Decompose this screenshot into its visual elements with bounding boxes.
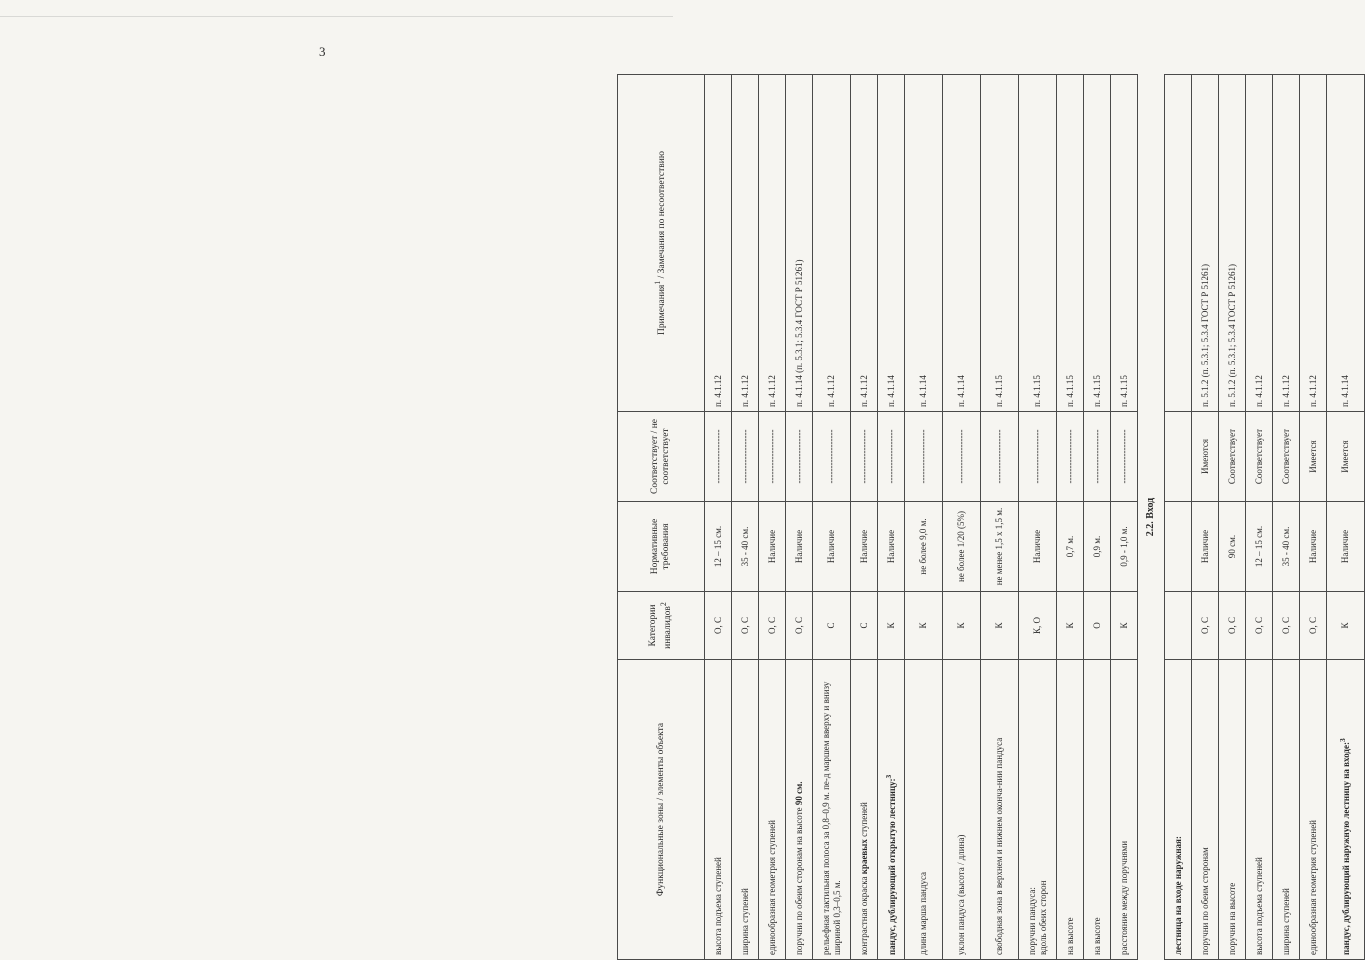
zone-cell: поручни по обеим сторонам: [1192, 660, 1219, 960]
category-cell: О, С: [1300, 592, 1327, 660]
category-cell: О, С: [1219, 592, 1246, 660]
category-cell: К: [878, 592, 905, 660]
category-cell: О, С: [1273, 592, 1300, 660]
category-cell: К: [1057, 592, 1084, 660]
entrance-row: [1219, 75, 1246, 960]
zone-cell: на высоте: [1084, 660, 1111, 960]
requirement-cell: 0,9 - 1,0 м.: [1111, 502, 1138, 592]
top-row: [1084, 75, 1111, 960]
zone-sup: 3: [1338, 738, 1348, 743]
zone-cell: ширина ступеней: [732, 660, 759, 960]
requirement-cell: Наличие: [786, 502, 813, 592]
requirement-cell: 90 см.: [1219, 502, 1246, 592]
header-categories: Категории инвалидов$^2$: [618, 592, 705, 660]
category-cell: О, С: [759, 592, 786, 660]
entrance-row: [1192, 75, 1219, 960]
requirement-cell: Наличие: [1019, 502, 1057, 592]
entrance-row: [1327, 75, 1365, 960]
note-cell: п. 4.1.14 (п. 5.3.1; 5.3.4 ГОСТ Р 51261): [786, 75, 813, 412]
zone-cell: на высоте: [1057, 660, 1084, 960]
empty-cell: [1165, 75, 1192, 412]
compliance-cell: ------------------: [732, 412, 759, 502]
note-cell: п. 4.1.14: [1327, 75, 1365, 412]
requirement-cell: Наличие: [878, 502, 905, 592]
zone-cell: поручни пандуса: вдоль обеих сторон: [1019, 660, 1057, 960]
zone-cell: пандус, дублирующий наружную лестницу на входе:$^3$: [1327, 660, 1365, 960]
zone-cell: контрастная окраска краевых ступеней: [851, 660, 878, 960]
requirement-cell: Наличие: [1192, 502, 1219, 592]
note-cell: п. 4.1.12: [813, 75, 851, 412]
section-title-row: [1138, 75, 1165, 960]
note-cell: п. 4.1.14: [943, 75, 981, 412]
requirement-cell: Наличие: [759, 502, 786, 592]
compliance-cell: ------------------: [1111, 412, 1138, 502]
requirement-cell: Наличие: [813, 502, 851, 592]
page-number: 3: [319, 44, 326, 59]
empty-cell: [1165, 502, 1192, 592]
compliance-cell: ------------------: [981, 412, 1019, 502]
compliance-cell: ------------------: [786, 412, 813, 502]
compliance-cell: ------------------: [1019, 412, 1057, 502]
top-row: [732, 75, 759, 960]
note-cell: п. 4.1.12: [1300, 75, 1327, 412]
zone-cell: высота подъема ступеней: [705, 660, 732, 960]
compliance-cell: ------------------: [878, 412, 905, 502]
compliance-cell: ------------------: [1084, 412, 1111, 502]
empty-cell: [1165, 412, 1192, 502]
note-cell: п. 5.1.2 (п. 5.3.1; 5.3.4 ГОСТ Р 51261): [1192, 75, 1219, 412]
top-row: [943, 75, 981, 960]
top-divider-line: [0, 16, 673, 17]
header-row: [618, 75, 705, 960]
category-cell: К: [943, 592, 981, 660]
entrance-row: [1300, 75, 1327, 960]
note-cell: п. 4.1.12: [705, 75, 732, 412]
top-row: [981, 75, 1019, 960]
category-cell: К: [1327, 592, 1365, 660]
accessibility-table: [617, 74, 1365, 960]
entrance-group-label: лестница на входе наружная:: [1165, 660, 1192, 960]
requirement-cell: 0,9 м.: [1084, 502, 1111, 592]
category-cell: К: [1111, 592, 1138, 660]
category-cell: О, С: [1192, 592, 1219, 660]
header-zone: Функциональные зоны / элементы объекта: [618, 660, 705, 960]
zone-cell: уклон пандуса (высота / длина): [943, 660, 981, 960]
top-row: [1057, 75, 1084, 960]
requirement-cell: Наличие: [1327, 502, 1365, 592]
category-cell: С: [851, 592, 878, 660]
zone-cell: ширина ступеней: [1273, 660, 1300, 960]
requirement-cell: 12 – 15 см.: [1246, 502, 1273, 592]
compliance-cell: Соответствует: [1273, 412, 1300, 502]
category-cell: С: [813, 592, 851, 660]
top-row: [1019, 75, 1057, 960]
note-cell: п. 4.1.15: [1057, 75, 1084, 412]
zone-cell: единообразная геометрия ступеней: [1300, 660, 1327, 960]
note-cell: п. 4.1.15: [1019, 75, 1057, 412]
empty-cell: [1165, 592, 1192, 660]
top-row: [705, 75, 732, 960]
zone-cell: рельефная тактильная полоса за 0,8–0,9 м. пе-д маршем вверху и внизу шириной 0,3–0,5 м.: [813, 660, 851, 960]
section-title: 2.2. Вход: [1138, 75, 1165, 960]
note-cell: п. 4.1.14: [878, 75, 905, 412]
zone-bold: краевых: [858, 839, 869, 875]
category-cell: О, С: [705, 592, 732, 660]
zone-cell: поручни по обеим сторонам на высоте 90 см.: [786, 660, 813, 960]
rotated-table-container: [617, 75, 1352, 960]
note-cell: п. 4.1.12: [732, 75, 759, 412]
requirement-cell: 35 - 40 см.: [732, 502, 759, 592]
header-categories-sup: 2: [658, 602, 668, 607]
requirement-cell: Наличие: [851, 502, 878, 592]
top-row: [813, 75, 851, 960]
note-cell: п. 4.1.12: [759, 75, 786, 412]
zone-sup: 3: [883, 774, 893, 779]
top-row: [905, 75, 943, 960]
zone-cell: поручни на высоте: [1219, 660, 1246, 960]
header-compliance: Соответствует / не соответствует: [618, 412, 705, 502]
note-cell: п. 4.1.12: [1273, 75, 1300, 412]
entrance-group-row: [1165, 75, 1192, 960]
zone-cell: высота подъема ступеней: [1246, 660, 1273, 960]
category-cell: К: [981, 592, 1019, 660]
compliance-cell: ------------------: [1057, 412, 1084, 502]
top-row: [759, 75, 786, 960]
top-row: [786, 75, 813, 960]
zone-cell: пандус, дублирующий открытую лестницу:$^3$: [878, 660, 905, 960]
compliance-cell: ------------------: [759, 412, 786, 502]
category-cell: К, О: [1019, 592, 1057, 660]
compliance-cell: ------------------: [943, 412, 981, 502]
category-cell: О: [1084, 592, 1111, 660]
compliance-cell: Имеется: [1300, 412, 1327, 502]
compliance-cell: Соответствует: [1246, 412, 1273, 502]
header-notes-sup: 1: [653, 280, 663, 285]
top-row: [1111, 75, 1138, 960]
note-cell: п. 4.1.15: [1111, 75, 1138, 412]
requirement-cell: не более 1/20 (5%): [943, 502, 981, 592]
requirement-cell: не менее 1,5 х 1,5 м.: [981, 502, 1019, 592]
requirement-cell: не более 9,0 м.: [905, 502, 943, 592]
category-cell: К: [905, 592, 943, 660]
zone-cell: длина марша пандуса: [905, 660, 943, 960]
note-cell: п. 4.1.15: [981, 75, 1019, 412]
compliance-cell: Соответствует: [1219, 412, 1246, 502]
requirement-cell: 35 - 40 см.: [1273, 502, 1300, 592]
category-cell: О, С: [786, 592, 813, 660]
top-row: [851, 75, 878, 960]
note-cell: п. 4.1.12: [851, 75, 878, 412]
category-cell: О, С: [1246, 592, 1273, 660]
zone-bold: 90 см.: [793, 781, 804, 806]
header-notes: Примечания$^1$ / Замечания по несоответствию: [618, 75, 705, 412]
note-cell: п. 4.1.12: [1246, 75, 1273, 412]
category-cell: О, С: [732, 592, 759, 660]
zone-cell: расстояние между поручнями: [1111, 660, 1138, 960]
requirement-cell: 12 – 15 см.: [705, 502, 732, 592]
requirement-cell: 0,7 м.: [1057, 502, 1084, 592]
note-cell: п. 4.1.15: [1084, 75, 1111, 412]
note-cell: п. 5.1.2 (п. 5.3.1; 5.3.4 ГОСТ Р 51261): [1219, 75, 1246, 412]
top-row: [878, 75, 905, 960]
header-requirements: Нормативные требования: [618, 502, 705, 592]
compliance-cell: ------------------: [905, 412, 943, 502]
compliance-cell: ------------------: [851, 412, 878, 502]
compliance-cell: ------------------: [705, 412, 732, 502]
requirement-cell: Наличие: [1300, 502, 1327, 592]
zone-cell: свободная зона в верхнем и нижнем оконча-нии пандуса: [981, 660, 1019, 960]
compliance-cell: Имеется: [1327, 412, 1365, 502]
compliance-cell: ------------------: [813, 412, 851, 502]
zone-cell: единообразная геометрия ступеней: [759, 660, 786, 960]
compliance-cell: Имеются: [1192, 412, 1219, 502]
entrance-row: [1273, 75, 1300, 960]
entrance-row: [1246, 75, 1273, 960]
note-cell: п. 4.1.14: [905, 75, 943, 412]
